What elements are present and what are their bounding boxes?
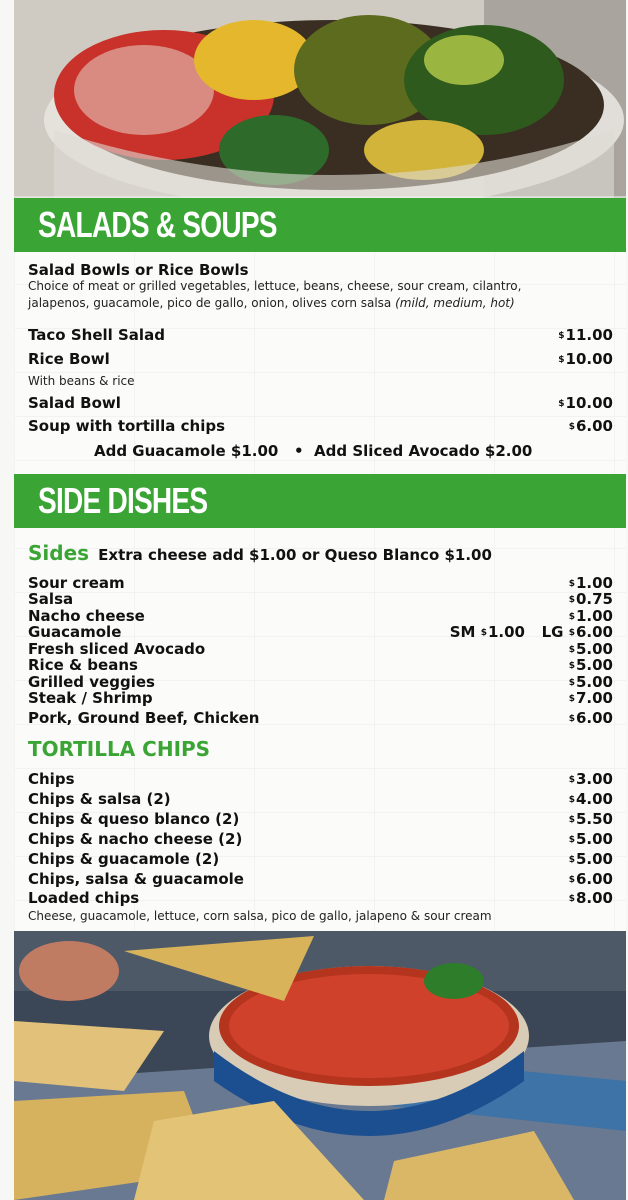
item-name: Nacho cheese (28, 607, 145, 625)
sides-header (28, 541, 492, 565)
rice-bowl-note: With beans & rice (28, 374, 135, 388)
price-value: 5.00 (575, 830, 613, 848)
menu-item (28, 690, 613, 707)
tortilla-chips-heading: TORTILLA CHIPS (28, 737, 211, 761)
price-value: 4.00 (575, 790, 613, 808)
menu-item (28, 771, 613, 788)
item-price (569, 871, 613, 888)
item-name: Soup with tortilla chips (28, 417, 226, 435)
item-name: Chips & salsa (2) (28, 790, 171, 808)
menu-item (28, 327, 613, 344)
bowls-description-text: jalapenos, guacamole, pico de gallo, onion, olives corn salsa (28, 296, 392, 310)
item-name: Salsa (28, 590, 74, 608)
item-name: Rice Bowl (28, 350, 110, 368)
currency-symbol: $ (558, 331, 565, 341)
section-title-salads: SALADS & SOUPS (38, 204, 277, 245)
bowls-description-line2 (28, 296, 618, 310)
side-dishes-banner (14, 474, 626, 528)
item-name: Rice & beans (28, 656, 138, 674)
menu-item (28, 710, 613, 727)
bowls-description-line1: Choice of meat or grilled vegetables, lettuce, beans, cheese, sour cream, cilantro, (28, 279, 522, 293)
salsa-chips-photo (14, 931, 626, 1200)
item-price (558, 395, 613, 412)
bowls-title: Salad Bowls or Rice Bowls (28, 261, 249, 279)
item-price (558, 327, 613, 344)
menu-page (14, 0, 626, 1200)
currency-symbol: $ (568, 694, 575, 704)
currency-symbol: $ (568, 775, 575, 785)
currency-symbol: $ (568, 661, 575, 671)
item-name: Chips, salsa & guacamole (28, 870, 244, 888)
item-name: Pork, Ground Beef, Chicken (28, 709, 260, 727)
currency-symbol: $ (568, 815, 575, 825)
item-price (569, 418, 613, 435)
salad-bowl-photo (14, 0, 626, 198)
menu-item (28, 791, 613, 808)
item-price (558, 351, 613, 368)
currency-symbol: $ (568, 645, 575, 655)
item-price (569, 890, 613, 907)
menu-item (28, 831, 613, 848)
item-price (569, 811, 613, 828)
item-price (569, 591, 613, 608)
price-value: 3.00 (575, 770, 613, 788)
bowls-spice-options: (mild, medium, hot) (395, 296, 515, 310)
item-price (569, 831, 613, 848)
salads-soups-banner (14, 198, 626, 252)
sides-extra-note: Extra cheese add $1.00 or Queso Blanco $1.00 (98, 546, 492, 564)
currency-symbol: $ (558, 399, 565, 409)
menu-item (28, 575, 613, 592)
item-name: Chips (28, 770, 75, 788)
item-name: Sour cream (28, 574, 125, 592)
price-value: 8.00 (575, 889, 613, 907)
price-value: 5.50 (575, 810, 613, 828)
small-price (450, 624, 525, 641)
price-value: 6.00 (575, 870, 613, 888)
item-name: Fresh sliced Avocado (28, 640, 206, 658)
price-value: 10.00 (565, 350, 613, 368)
item-name: Salad Bowl (28, 394, 121, 412)
currency-symbol: $ (568, 579, 575, 589)
item-price (569, 657, 613, 674)
currency-symbol: $ (568, 628, 575, 638)
menu-item (28, 591, 613, 608)
price-value: 6.00 (575, 623, 613, 641)
menu-item (28, 418, 613, 435)
item-name: Loaded chips (28, 889, 140, 907)
item-name: Taco Shell Salad (28, 326, 165, 344)
price-value: 1.00 (575, 607, 613, 625)
price-value: 5.00 (575, 656, 613, 674)
menu-item (28, 811, 613, 828)
size-label: LG (541, 623, 564, 641)
currency-symbol: $ (568, 875, 575, 885)
price-value: 0.75 (575, 590, 613, 608)
price-value: 7.00 (575, 689, 613, 707)
item-name: Chips & guacamole (2) (28, 850, 220, 868)
currency-symbol: $ (558, 355, 565, 365)
item-name: Grilled veggies (28, 673, 155, 691)
price-value: 5.00 (575, 850, 613, 868)
price-value: 5.00 (575, 673, 613, 691)
loaded-chips-note: Cheese, guacamole, lettuce, corn salsa, pico de gallo, jalapeno & sour cream (28, 909, 492, 923)
currency-symbol: $ (568, 678, 575, 688)
price-value: 6.00 (575, 709, 613, 727)
menu-item (28, 624, 613, 641)
item-price (569, 851, 613, 868)
item-name: Steak / Shrimp (28, 689, 153, 707)
price-value: 11.00 (565, 326, 613, 344)
menu-item (28, 890, 613, 907)
currency-symbol: $ (568, 835, 575, 845)
currency-symbol: $ (568, 714, 575, 724)
item-price (569, 690, 613, 707)
section-title-sides: SIDE DISHES (38, 480, 208, 521)
item-name: Guacamole (28, 623, 122, 641)
item-price (569, 791, 613, 808)
item-price (569, 771, 613, 788)
sides-subheading: Sides (28, 541, 90, 565)
menu-item (28, 395, 613, 412)
currency-symbol: $ (568, 595, 575, 605)
price-value: 1.00 (575, 574, 613, 592)
size-label: SM (449, 623, 476, 641)
menu-item (28, 657, 613, 674)
addons-line: Add Guacamole $1.00 • Add Sliced Avocado $2.00 (94, 442, 533, 460)
menu-item (28, 351, 613, 368)
menu-item (28, 871, 613, 888)
price-value: 5.00 (575, 640, 613, 658)
currency-symbol: $ (568, 612, 575, 622)
currency-symbol: $ (568, 795, 575, 805)
item-name: Chips & nacho cheese (2) (28, 830, 243, 848)
currency-symbol: $ (568, 855, 575, 865)
currency-symbol: $ (480, 628, 487, 638)
currency-symbol: $ (568, 422, 575, 432)
item-price (569, 710, 613, 727)
item-name: Chips & queso blanco (2) (28, 810, 240, 828)
price-value: 10.00 (565, 394, 613, 412)
price-value: 6.00 (575, 417, 613, 435)
menu-item (28, 851, 613, 868)
currency-symbol: $ (568, 894, 575, 904)
large-price (542, 624, 613, 641)
price-value: 1.00 (487, 623, 525, 641)
